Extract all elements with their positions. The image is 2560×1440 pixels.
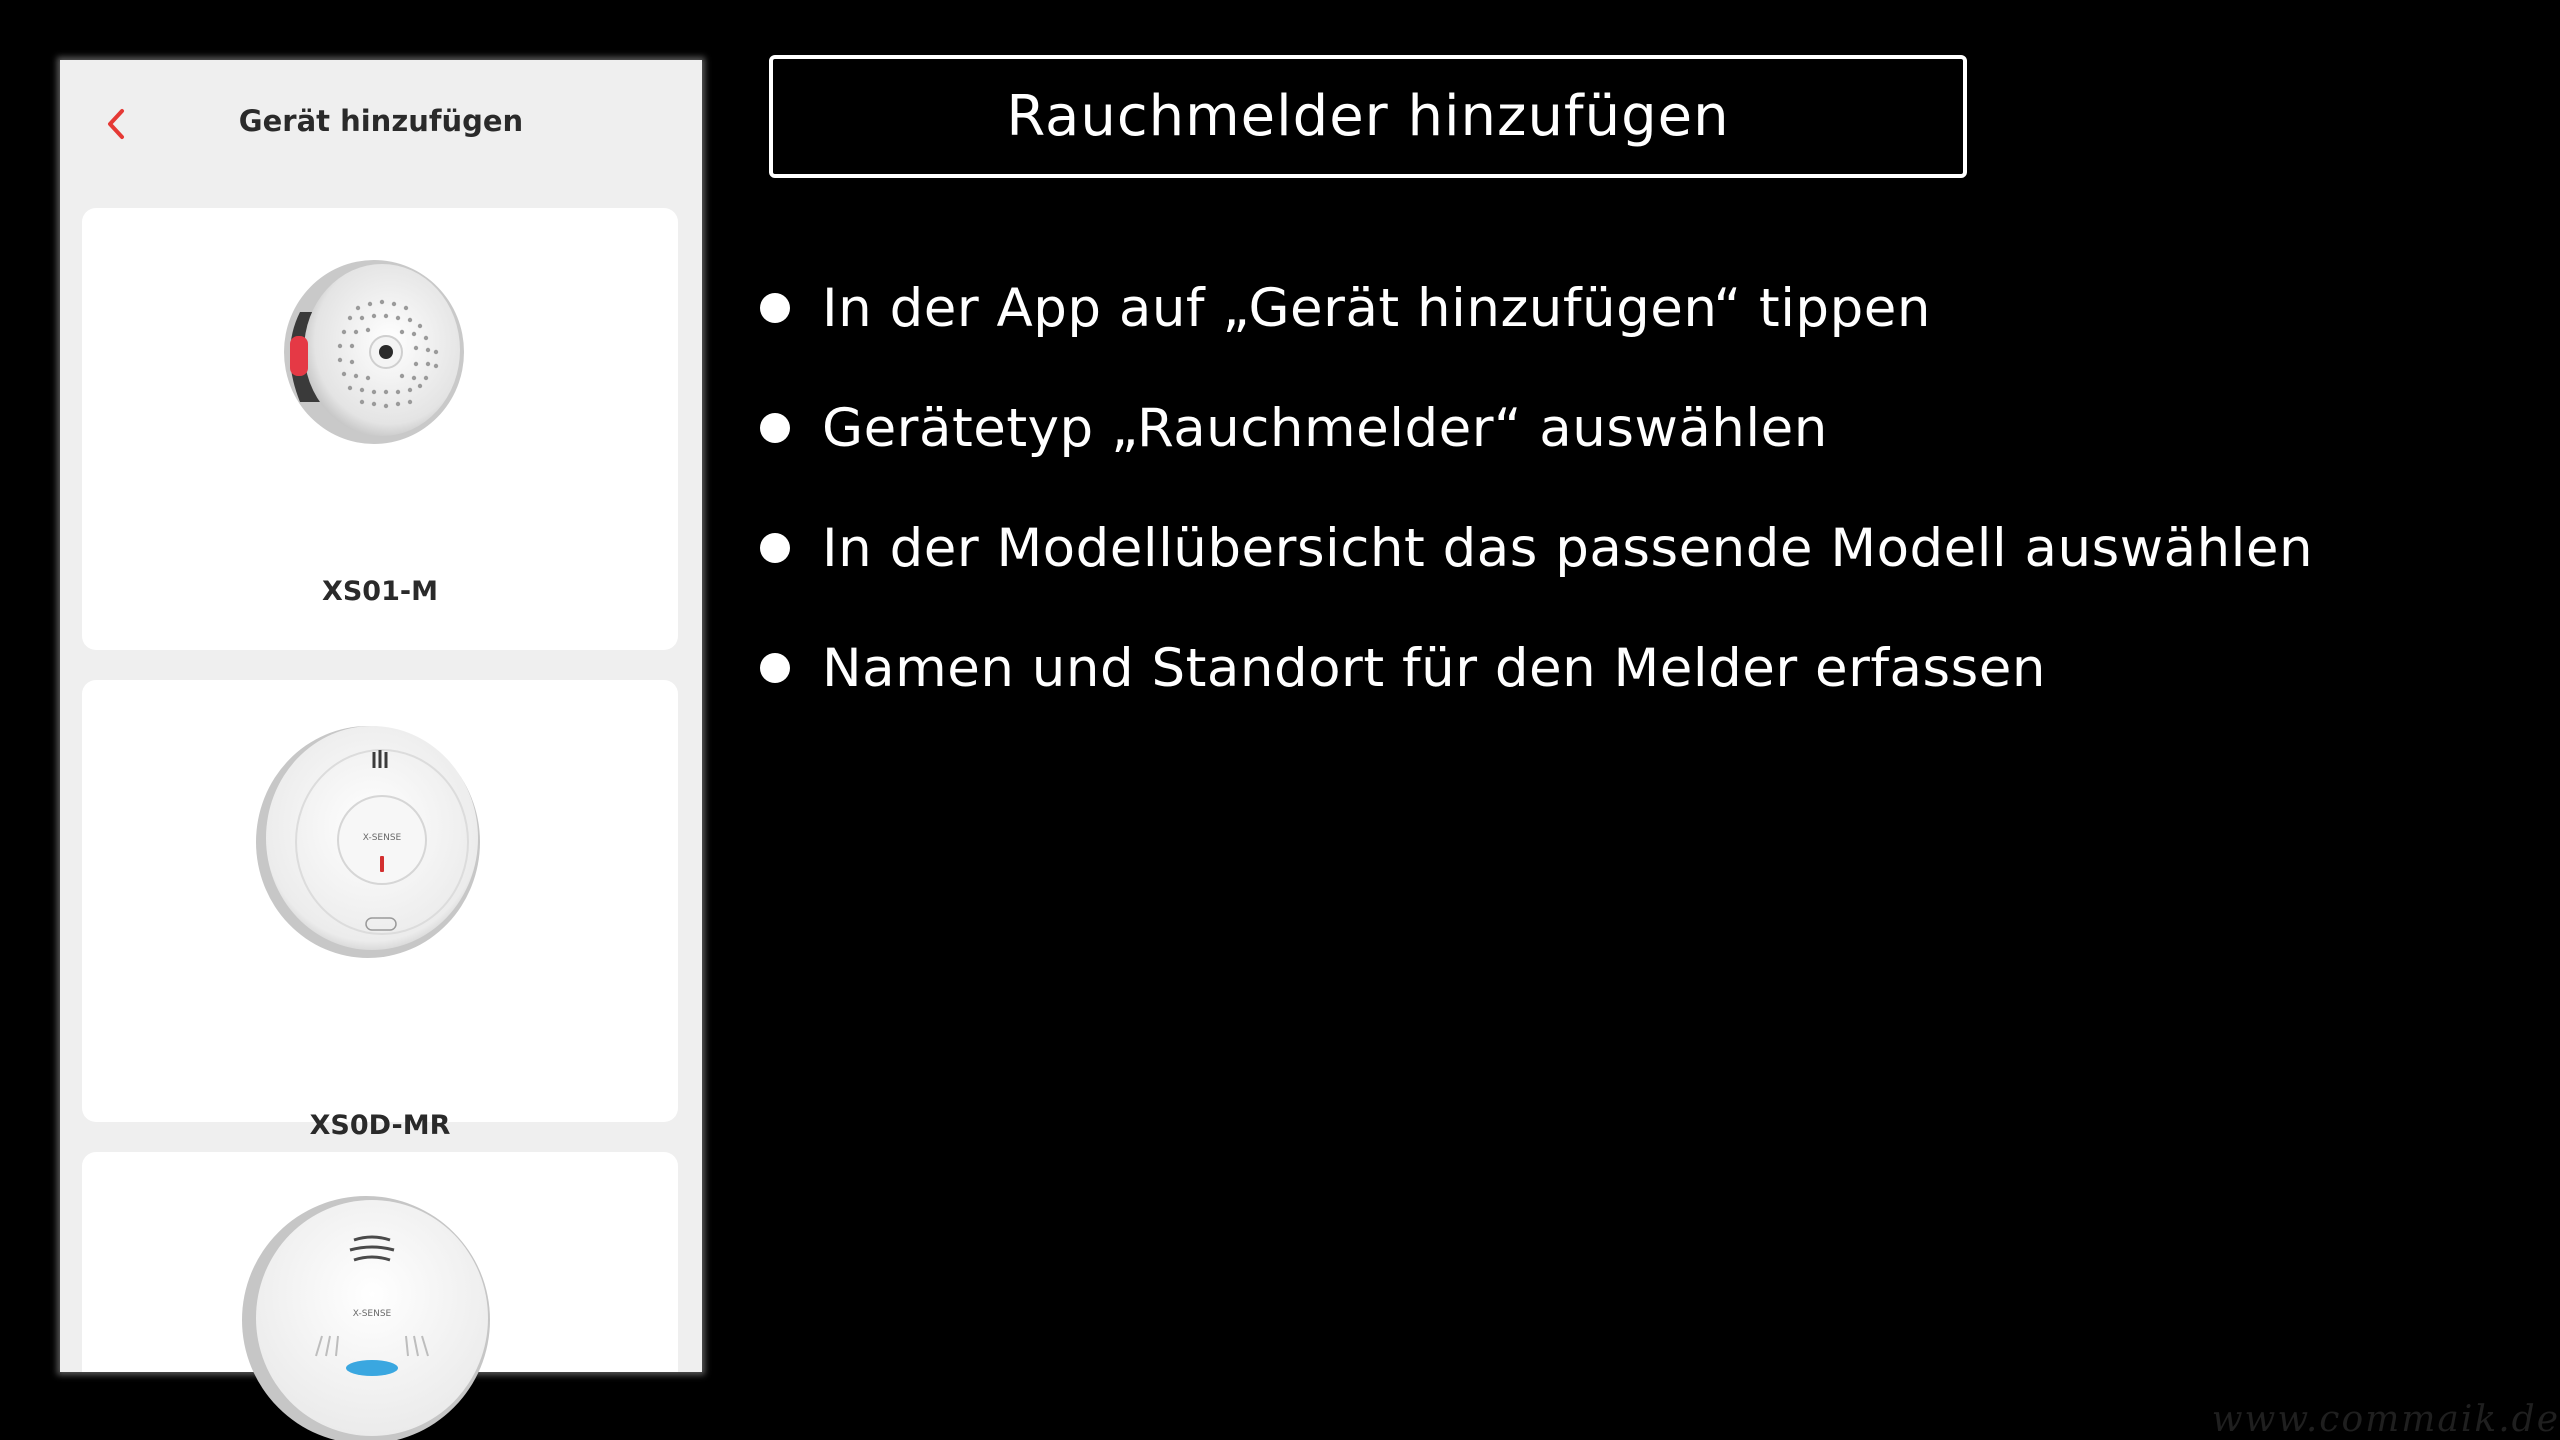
smoke-detector-icon [270,252,470,452]
device-label: XS0D-MR [309,1110,451,1141]
bullet-icon [760,533,790,563]
list-item [760,248,2520,368]
device-brand-text: X-SENSE [362,833,402,843]
app-header [60,60,702,188]
bullet-icon [760,653,790,683]
list-item-text: In der App auf „Gerät hinzufügen“ tippen [822,277,1931,339]
smoke-detector-icon [250,720,490,960]
device-card-xs01-m[interactable] [82,208,678,650]
instruction-list [760,248,2520,728]
device-card-xs0d-mr[interactable] [82,680,678,1141]
phone-screenshot [60,60,702,1372]
device-label: XS01-M [322,576,438,607]
slide-title-box [769,55,1967,178]
list-item [760,488,2520,608]
bullet-icon [760,293,790,323]
bullet-icon [760,413,790,443]
device-card-third[interactable] [82,1152,678,1372]
list-item [760,368,2520,488]
smoke-detector-icon [242,1196,502,1376]
app-title: Gerät hinzufügen [238,104,524,138]
list-item [760,608,2520,728]
device-brand-text: X-SENSE [352,1309,392,1319]
watermark: www.commaik.de [2211,1399,2560,1440]
list-item-text: In der Modellübersicht das passende Modell auswählen [822,517,2314,579]
list-item-text: Gerätetyp „Rauchmelder“ auswählen [822,397,1828,459]
list-item-text: Namen und Standort für den Melder erfassen [822,637,2046,699]
slide-title: Rauchmelder hinzufügen [1006,84,1730,149]
